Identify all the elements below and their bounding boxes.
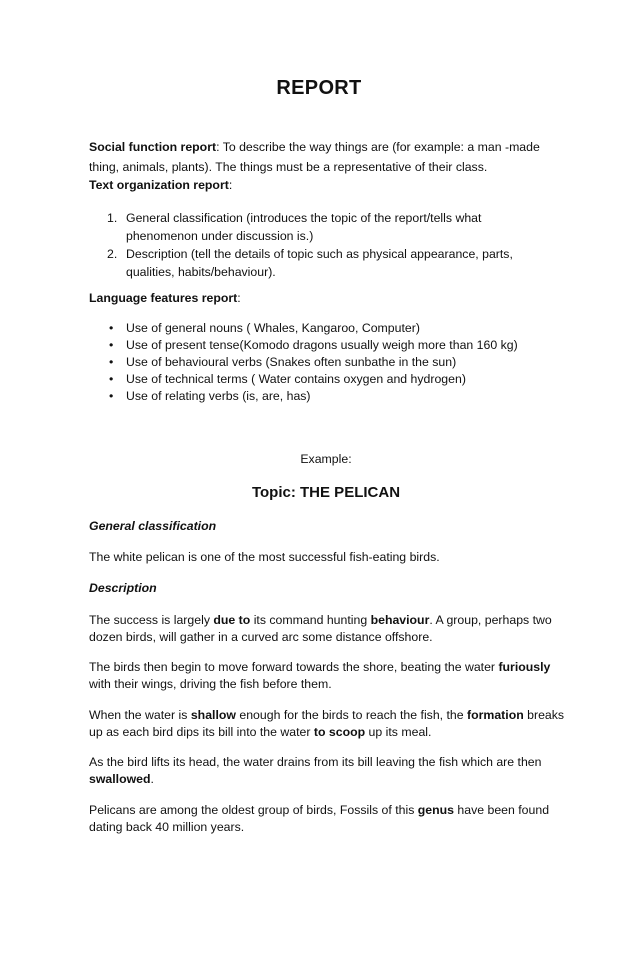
bullet-icon: • (109, 355, 114, 369)
list-item-text: Use of general nouns ( Whales, Kangaroo, Computer) (126, 321, 420, 335)
paragraph-text: . A group, perhaps two dozen birds, will gather in a curved arc some distance offshore. (89, 613, 552, 644)
paragraph-text: The success is largely (89, 613, 214, 627)
description-paragraph-4 (89, 754, 569, 788)
description-paragraph-5 (89, 802, 569, 836)
text-organization-list (107, 209, 547, 281)
bold-term: formation (467, 708, 524, 722)
bold-term: shallow (190, 708, 236, 722)
bold-term: to scoop (313, 725, 366, 739)
bold-term: genus (417, 803, 454, 817)
list-item-text: General classification (introduces the topic of the report/tells what phenomenon under discussion is.) (126, 211, 482, 243)
list-item (107, 320, 567, 337)
text-organization-label: Text organization report (89, 178, 229, 192)
paragraph-text: enough for the birds to reach the fish, the (235, 708, 468, 722)
bullet-icon: • (109, 389, 114, 403)
language-features-list (107, 320, 567, 405)
general-classification-heading-text: General classification (89, 519, 217, 533)
list-item (107, 245, 547, 281)
document-title: REPORT (276, 77, 362, 99)
general-classification-text: The white pelican is one of the most successful fish-eating birds. (89, 550, 440, 564)
bullet-icon: • (109, 372, 114, 386)
paragraph-text: up its meal. (365, 725, 432, 739)
description-paragraph-1 (89, 612, 569, 646)
description-heading (89, 578, 569, 598)
description-paragraph-2 (89, 659, 569, 693)
list-item (107, 371, 567, 388)
example-label: Example: (300, 452, 352, 466)
paragraph-text: with their wings, driving the fish before them. (89, 677, 332, 691)
text-organization-heading (89, 175, 569, 195)
list-item (107, 354, 567, 371)
bullet-icon: • (109, 321, 114, 335)
bold-term: due to (213, 613, 251, 627)
list-item (107, 337, 567, 354)
paragraph-text: breaks up as each bird dips its bill into the water (89, 708, 565, 739)
paragraph-text: . (150, 772, 154, 786)
general-classification-heading (89, 516, 569, 536)
list-item-text: Use of technical terms ( Water contains oxygen and hydrogen) (126, 372, 466, 386)
language-features-colon: : (237, 291, 241, 305)
social-function-paragraph (89, 137, 569, 177)
bold-term: swallowed (89, 772, 151, 786)
language-features-heading (89, 288, 569, 308)
paragraph-text: When the water is (89, 708, 191, 722)
paragraph-text: Pelicans are among the oldest group of birds, Fossils of this (89, 803, 418, 817)
paragraph-text: The birds then begin to move forward towards the shore, beating the water (89, 660, 499, 674)
bold-term: behaviour (370, 613, 430, 627)
language-features-label: Language features report (89, 291, 238, 305)
list-item-number: 1. (107, 211, 118, 225)
bullet-icon: • (109, 338, 114, 352)
bold-term: furiously (498, 660, 551, 674)
list-item-text: Description (tell the details of topic such as physical appearance, parts, qualities, habits/behaviour). (126, 247, 513, 279)
list-item-text: Use of relating verbs (is, are, has) (126, 389, 311, 403)
topic-title: Topic: THE PELICAN (251, 484, 401, 501)
list-item (107, 388, 567, 405)
paragraph-text: have been found dating back 40 million years. (89, 803, 550, 834)
description-paragraph-3 (89, 707, 569, 741)
list-item-text: Use of behavioural verbs (Snakes often sunbathe in the sun) (126, 355, 457, 369)
paragraph-text: its command hunting (250, 613, 371, 627)
list-item-text: Use of present tense(Komodo dragons usually weigh more than 160 kg) (126, 338, 518, 352)
list-item-number: 2. (107, 247, 118, 261)
description-heading-text: Description (89, 581, 157, 595)
list-item (107, 209, 547, 245)
social-function-label: Social function report (89, 140, 217, 154)
text-organization-colon: : (228, 178, 233, 192)
paragraph-text: As the bird lifts its head, the water drains from its bill leaving the fish which are then (89, 755, 542, 769)
social-function-text: : To describe the way things are (for example: a man -made thing, animals, plants). The things must be a representative of their class. (89, 140, 540, 174)
